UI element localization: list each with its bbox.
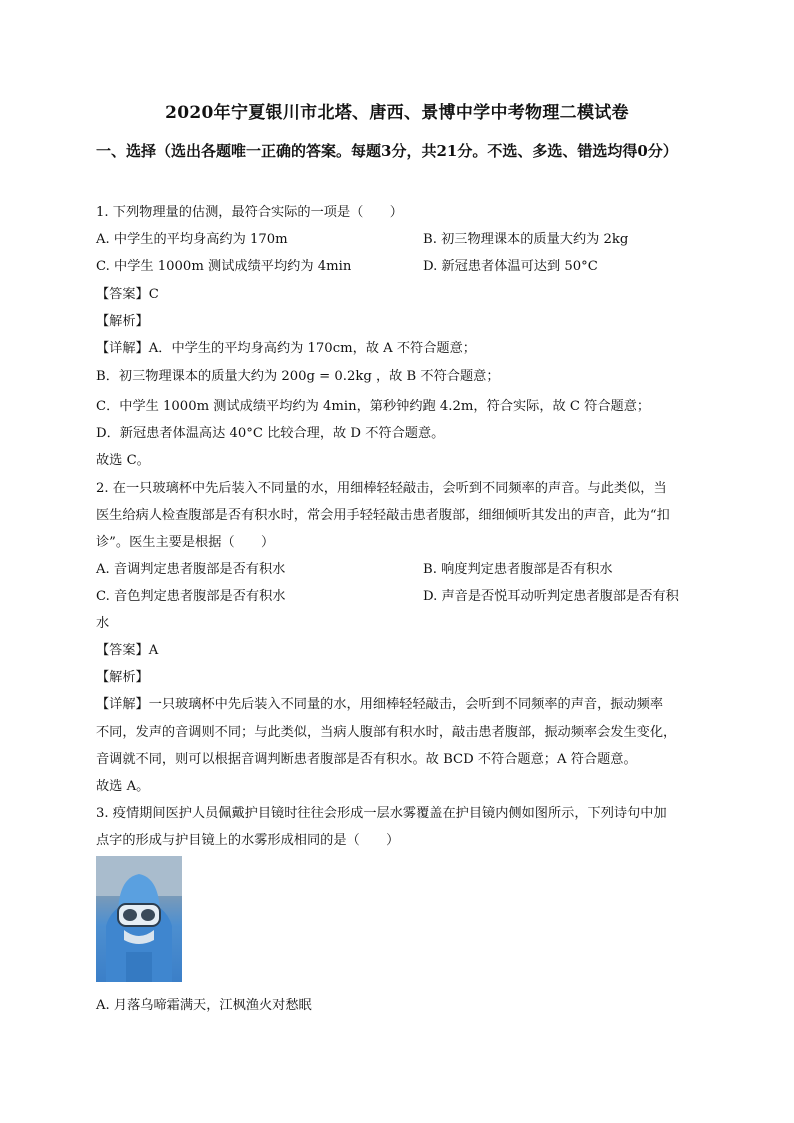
q1-option-d: D. 新冠患者体温可达到 50°C (423, 259, 598, 274)
q1-analysis-label: 【解析】 (96, 314, 149, 329)
q2-stem-3: 诊”。医生主要是根据（ ） (96, 535, 275, 550)
q2-option-b: B. 响度判定患者腹部是否有积水 (423, 562, 613, 577)
page-title: 2020年宁夏银川市北塔、唐西、景博中学中考物理二模试卷 (165, 103, 629, 123)
q2-option-d: D. 声音是否悦耳动听判定患者腹部是否有积 (423, 589, 679, 604)
q2-option-d-wrap: 水 (96, 616, 110, 631)
q2-option-a: A. 音调判定患者腹部是否有积水 (96, 562, 286, 577)
q2-option-c: C. 音色判定患者腹部是否有积水 (96, 589, 286, 604)
goggles-photo (96, 856, 182, 982)
q1-detail-3: C．中学生 1000m 测试成绩平均约为 4min，第秒钟约跑 4.2m，符合实际，故 C 符合题意； (96, 399, 651, 414)
q1-detail-1: 【详解】A．中学生的平均身高约为 170cm，故 A 不符合题意； (96, 341, 476, 356)
q2-detail-1: 【详解】一只玻璃杯中先后装入不同量的水，用细棒轻轻敲击，会听到不同频率的声音，振动频率 (96, 697, 664, 712)
q3-stem-1: 3. 疫情期间医护人员佩戴护目镜时往往会形成一层水雾覆盖在护目镜内侧如图所示，下列诗句中加 (96, 806, 667, 821)
q2-answer: 【答案】A (96, 643, 159, 658)
medical-worker-illustration (96, 856, 182, 982)
q1-stem: 1. 下列物理量的估测，最符合实际的一项是（ ） (96, 205, 403, 220)
q2-conclusion: 故选 A。 (96, 779, 150, 794)
q1-option-a: A. 中学生的平均身高约为 170m (96, 232, 288, 247)
q3-stem-2: 点字的形成与护目镜上的水雾形成相同的是（ ） (96, 833, 400, 848)
section-heading: 一、选择（选出各题唯一正确的答案。每题3分，共21分。不选、多选、错选均得0分） (96, 142, 678, 160)
q2-analysis-label: 【解析】 (96, 670, 149, 685)
q2-detail-2: 不同，发声的音调则不同；与此类似，当病人腹部有积水时，敲击患者腹部，振动频率会发生变化， (96, 725, 677, 740)
q2-detail-3: 音调就不同，则可以根据音调判断患者腹部是否有积水。故 BCD 不符合题意；A 符合题意。 (96, 752, 637, 767)
q1-option-c: C. 中学生 1000m 测试成绩平均约为 4min (96, 259, 352, 274)
q2-stem-1: 2. 在一只玻璃杯中先后装入不同量的水，用细棒轻轻敲击，会听到不同频率的声音。与此类似，当 (96, 481, 667, 496)
q1-conclusion: 故选 C。 (96, 453, 150, 468)
q1-detail-2: B．初三物理课本的质量大约为 200g = 0.2kg ，故 B 不符合题意； (96, 369, 500, 384)
q2-stem-2: 医生给病人检查腹部是否有积水时，常会用手轻轻敲击患者腹部，细细倾听其发出的声音，此为“扣 (96, 508, 670, 523)
q1-detail-4: D．新冠患者体温高达 40°C 比较合理，故 D 不符合题意。 (96, 426, 445, 441)
q1-option-b: B. 初三物理课本的质量大约为 2kg (423, 232, 629, 247)
q3-option-a: A. 月落乌啼霜满天，江枫渔火对愁眠 (96, 998, 312, 1013)
q1-answer: 【答案】C (96, 287, 159, 302)
